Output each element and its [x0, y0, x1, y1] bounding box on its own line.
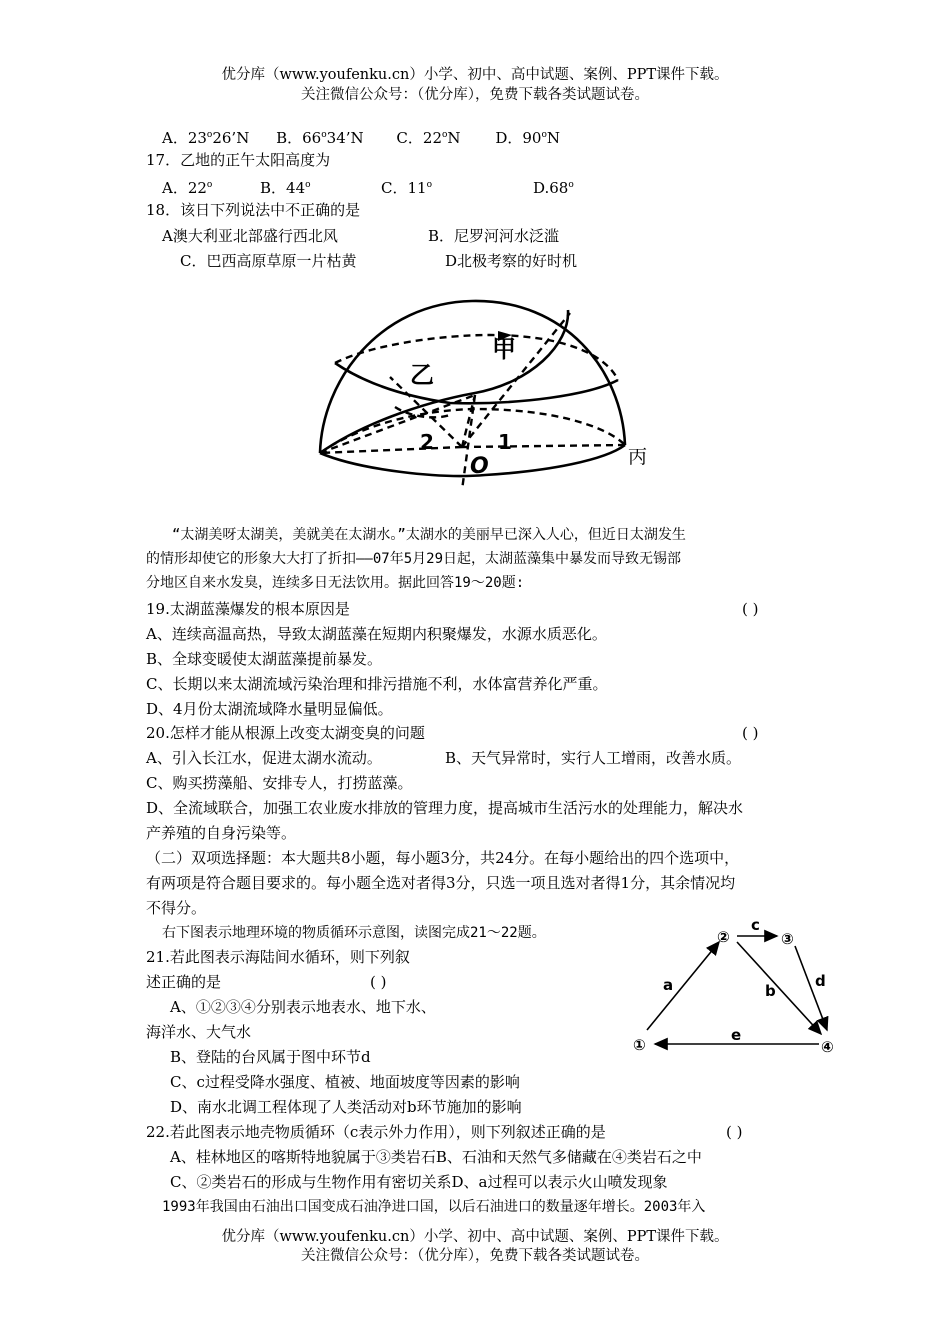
q21-stem-line1: 21.若此图表示海陆间水循环，则下列叙	[146, 948, 410, 966]
passage-line3: 分地区自来水发臭，连续多日无法饮用。据此回答19～20题:	[146, 575, 525, 591]
q19-option-c[interactable]: C、长期以来太湖流域污染治理和排污措施不利，水体富营养化严重。	[146, 675, 608, 693]
q20-option-a[interactable]: A、引入长江水，促进太湖水流动。	[146, 749, 382, 767]
q19-option-a[interactable]: A、连续高温高热，导致太湖蓝藻在短期内积聚爆发，水源水质恶化。	[146, 625, 607, 643]
q21-option-a-line1[interactable]: A、①②③④分别表示地表水、地下水、	[170, 998, 436, 1016]
q16-option-d[interactable]: D．90$^o$N	[495, 129, 560, 147]
hemisphere-diagram	[300, 285, 660, 500]
cycle-label-a: a	[663, 976, 674, 994]
q18-option-c[interactable]: C．巴西高原草原一片枯黄	[180, 252, 357, 270]
q17-option-d[interactable]: D.68$^o$	[533, 179, 574, 197]
q18-option-a[interactable]: A澳大利亚北部盛行西北风	[162, 227, 338, 245]
q16-option-a[interactable]: A．23$^o$26’N	[162, 129, 250, 147]
q17-option-c[interactable]: C．11$^o$	[381, 179, 432, 197]
cycle-node-4: ④	[821, 1038, 834, 1056]
q17-stem: 17．乙地的正午太阳高度为	[146, 151, 331, 169]
q20-option-c[interactable]: C、购买捞藻船、安排专人，打捞蓝藻。	[146, 774, 413, 792]
q22-options-cd[interactable]: C、②类岩石的形成与生物作用有密切关系D、a过程可以表示火山喷发现象	[170, 1173, 668, 1191]
globe-label-o: O	[470, 454, 489, 479]
globe-label-yi: 乙	[410, 361, 434, 389]
page-footer-line2: 关注微信公众号：（优分库），免费下载各类试题试卷。	[301, 1248, 649, 1264]
q20-answer-blank[interactable]: ( )	[742, 724, 759, 742]
passage-line2: 的情形却使它的形象大大打了折扣——07年5月29日起，太湖蓝藻集中暴发而导致无锡部	[146, 551, 681, 567]
q19-stem: 19.太湖蓝藻爆发的根本原因是	[146, 600, 350, 618]
globe-label-1: 1	[498, 430, 512, 454]
q21-option-d[interactable]: D、南水北调工程体现了人类活动对b环节施加的影响	[170, 1098, 522, 1116]
section2-line1: （二）双项选择题：本大题共8小题，每小题3分，共24分。在每小题给出的四个选项中，	[146, 849, 740, 867]
globe-label-2: 2	[420, 430, 434, 454]
cycle-label-d: d	[815, 972, 826, 990]
cycle-node-1: ①	[633, 1036, 646, 1054]
q20-option-d-line2[interactable]: 产养殖的自身污染等。	[146, 824, 297, 842]
q16-option-b[interactable]: B．66$^o$34’N	[276, 129, 364, 147]
passage-line1: “太湖美呀太湖美，美就美在太湖水。”太湖水的美丽早已深入人心，但近日太湖发生	[172, 527, 686, 543]
q17-option-a[interactable]: A．22$^o$	[162, 179, 213, 197]
page-header-line2: 关注微信公众号：（优分库），免费下载各类试题试卷。	[301, 87, 649, 103]
section2-line3: 不得分。	[146, 899, 207, 917]
passage2-line1: 1993年我国由石油出口国变成石油净进口国，以后石油进口的数量逐年增长。2003年入	[162, 1199, 706, 1215]
cycle-label-e: e	[731, 1026, 742, 1044]
material-cycle-diagram	[625, 918, 850, 1058]
q19-answer-blank[interactable]: ( )	[742, 600, 759, 618]
q18-option-d[interactable]: D北极考察的好时机	[445, 252, 578, 270]
page-header-line1: 优分库（www.youfenku.cn）小学、初中、高中试题、案例、PPT课件下载。	[221, 67, 729, 83]
q21-stem-line2: 述正确的是	[146, 973, 222, 991]
globe-label-jia: 甲	[492, 335, 516, 363]
page-footer-line1: 优分库（www.youfenku.cn）小学、初中、高中试题、案例、PPT课件下载。	[221, 1229, 729, 1245]
q16-options	[162, 124, 560, 149]
q17-option-b[interactable]: B．44$^o$	[260, 179, 311, 197]
q22-stem: 22.若此图表示地壳物质循环（c表示外力作用），则下列叙述正确的是	[146, 1123, 606, 1141]
q20-stem: 20.怎样才能从根源上改变太湖变臭的问题	[146, 724, 425, 742]
q21-option-a-line2[interactable]: 海洋水、大气水	[146, 1023, 252, 1041]
cycle-node-2: ②	[717, 928, 730, 946]
q22-options-ab[interactable]: A、桂林地区的喀斯特地貌属于③类岩石B、石油和天然气多储藏在④类岩石之中	[170, 1148, 702, 1166]
cycle-label-c: c	[751, 918, 760, 934]
q19-option-b[interactable]: B、全球变暖使太湖蓝藻提前暴发。	[146, 650, 383, 668]
q21-option-b[interactable]: B、登陆的台风属于图中环节d	[170, 1048, 371, 1066]
q22-answer-blank[interactable]: ( )	[726, 1123, 743, 1141]
cycle-intro: 右下图表示地理环境的物质循环示意图，读图完成21～22题。	[162, 925, 546, 941]
cycle-node-3: ③	[781, 930, 794, 948]
q21-answer-blank[interactable]: ( )	[370, 973, 387, 991]
q20-option-b[interactable]: B、天气异常时，实行人工增雨，改善水质。	[445, 749, 742, 767]
q21-option-c[interactable]: C、c过程受降水强度、植被、地面坡度等因素的影响	[170, 1073, 520, 1091]
q18-option-b[interactable]: B．尼罗河河水泛滥	[428, 227, 560, 245]
q20-option-d-line1[interactable]: D、全流域联合，加强工农业废水排放的管理力度，提高城市生活污水的处理能力，解决水	[146, 799, 744, 817]
cycle-label-b: b	[765, 982, 776, 1000]
q18-stem: 18．该日下列说法中不正确的是	[146, 201, 361, 219]
globe-label-bing: 丙	[628, 446, 648, 468]
q19-option-d[interactable]: D、4月份太湖流域降水量明显偏低。	[146, 700, 393, 718]
section2-line2: 有两项是符合题目要求的。每小题全选对者得3分，只选一项且选对者得1分，其余情况均	[146, 874, 736, 892]
q16-option-c[interactable]: C．22$^o$N	[396, 129, 461, 147]
